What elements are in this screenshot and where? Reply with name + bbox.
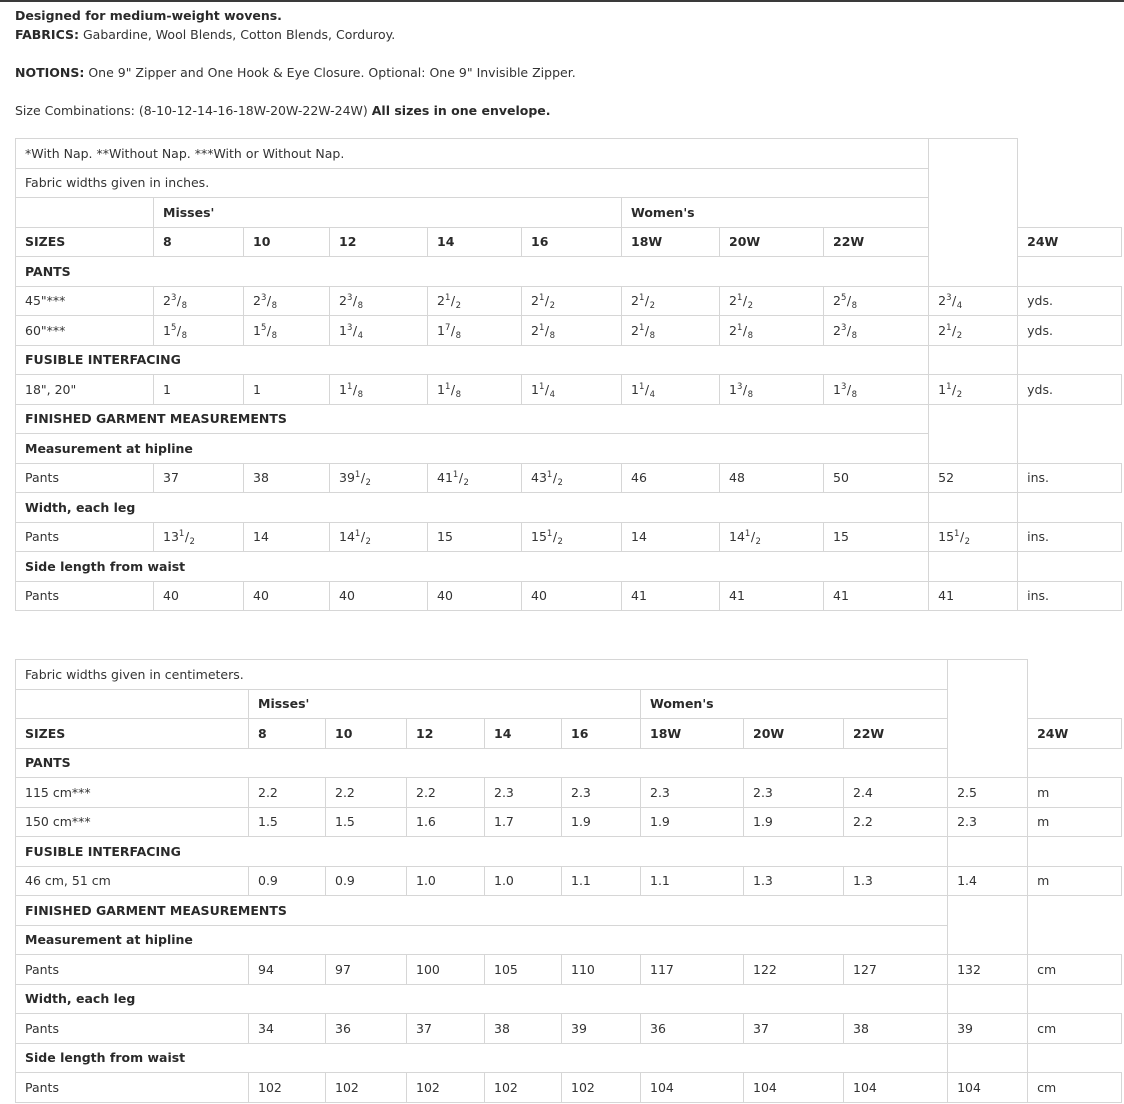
- unit-cell: cm: [1028, 1014, 1122, 1044]
- value-cell: 36: [326, 1014, 407, 1044]
- value-cell: 1.4: [948, 866, 1028, 896]
- value-cell: $2^1/_2$: [929, 316, 1018, 346]
- value-cell: 34: [249, 1014, 326, 1044]
- value-cell: 97: [326, 955, 407, 985]
- value-cell: $1^7/_8$: [428, 316, 522, 346]
- section-head-row: [16, 493, 1122, 523]
- section-head: Width, each leg: [16, 984, 948, 1014]
- section-head: PANTS: [16, 748, 948, 778]
- group-womens: Women's: [622, 198, 1018, 228]
- value-cell: $1^5/_8$: [154, 316, 244, 346]
- value-cell: 38: [244, 463, 330, 493]
- value-cell: $2^1/_2$: [428, 286, 522, 316]
- widths-note-row: [16, 660, 1122, 690]
- value-cell: 41: [720, 581, 824, 611]
- value-cell: $2^3/_8$: [154, 286, 244, 316]
- section-head: FINISHED GARMENT MEASUREMENTS: [16, 404, 929, 434]
- value-cell: $1^5/_8$: [244, 316, 330, 346]
- section-head: FINISHED GARMENT MEASUREMENTS: [16, 896, 948, 926]
- unit-cell: yds.: [1018, 316, 1122, 346]
- value-cell: 37: [407, 1014, 485, 1044]
- value-cell: $1^1/_8$: [428, 375, 522, 405]
- value-cell: 40: [428, 581, 522, 611]
- section-head-row: [16, 984, 1122, 1014]
- value-cell: $15^1/_2$: [522, 522, 622, 552]
- value-cell: $2^3/_8$: [824, 316, 929, 346]
- value-cell: $2^1/_8$: [622, 316, 720, 346]
- value-cell: $1^1/_2$: [929, 375, 1018, 405]
- yardage-table-inches: [15, 138, 1122, 611]
- widths-note: Fabric widths given in inches.: [16, 168, 929, 198]
- unit-cell: yds.: [1018, 375, 1122, 405]
- value-cell: 104: [844, 1073, 948, 1103]
- unit-column-blank: [929, 552, 1018, 582]
- size-24w: 24W: [1018, 227, 1122, 257]
- row-label: Pants: [16, 463, 154, 493]
- unit-cell: ins.: [1018, 522, 1122, 552]
- value-cell: 104: [641, 1073, 744, 1103]
- section-head-row: [16, 345, 1122, 375]
- value-cell: 104: [744, 1073, 844, 1103]
- section-head: Side length from waist: [16, 552, 929, 582]
- value-cell: $1^3/_4$: [330, 316, 428, 346]
- unit-column-blank: [948, 1043, 1028, 1073]
- value-cell: 102: [407, 1073, 485, 1103]
- value-cell: 2.2: [249, 778, 326, 808]
- value-cell: 38: [844, 1014, 948, 1044]
- unit-column-blank: [948, 837, 1028, 867]
- value-cell: 39: [948, 1014, 1028, 1044]
- value-cell: 40: [522, 581, 622, 611]
- value-cell: 132: [948, 955, 1028, 985]
- data-row: [16, 807, 1122, 837]
- value-cell: $1^3/_8$: [824, 375, 929, 405]
- row-label: Pants: [16, 955, 249, 985]
- section-head-row: [16, 552, 1122, 582]
- value-cell: 117: [641, 955, 744, 985]
- value-cell: 1.7: [485, 807, 562, 837]
- unit-cell: cm: [1028, 1073, 1122, 1103]
- value-cell: 46: [622, 463, 720, 493]
- data-row: [16, 778, 1122, 808]
- note: *With Nap. **Without Nap. ***With or Without Nap.: [16, 139, 929, 169]
- value-cell: 40: [330, 581, 428, 611]
- intro-notions: NOTIONS: One 9" Zipper and One Hook & Eye Closure. Optional: One 9" Invisible Zipper.: [15, 65, 576, 80]
- value-cell: $2^1/_2$: [720, 286, 824, 316]
- size-8: 8: [249, 719, 326, 749]
- value-cell: 122: [744, 955, 844, 985]
- data-row: [16, 375, 1122, 405]
- value-cell: $2^5/_8$: [824, 286, 929, 316]
- data-row: [16, 866, 1122, 896]
- data-row: [16, 955, 1122, 985]
- value-cell: 2.3: [641, 778, 744, 808]
- row-label: 45"***: [16, 286, 154, 316]
- value-cell: $2^3/_8$: [244, 286, 330, 316]
- row-label: Pants: [16, 522, 154, 552]
- value-cell: 2.3: [562, 778, 641, 808]
- size-12: 12: [330, 227, 428, 257]
- yardage-table-metric: [15, 659, 1122, 1103]
- intro-block: [15, 6, 1115, 120]
- value-cell: 2.2: [844, 807, 948, 837]
- value-cell: 1.6: [407, 807, 485, 837]
- value-cell: 40: [244, 581, 330, 611]
- value-cell: $1^1/_8$: [330, 375, 428, 405]
- value-cell: 102: [326, 1073, 407, 1103]
- row-label: Pants: [16, 1073, 249, 1103]
- value-cell: 1.1: [562, 866, 641, 896]
- group-spacer: [16, 689, 249, 719]
- size-18w: 18W: [641, 719, 744, 749]
- value-cell: 1: [244, 375, 330, 405]
- value-cell: 41: [622, 581, 720, 611]
- value-cell: 1.5: [326, 807, 407, 837]
- unit-cell: cm: [1028, 955, 1122, 985]
- section-head: Width, each leg: [16, 493, 929, 523]
- row-label: 60"***: [16, 316, 154, 346]
- value-cell: 2.2: [407, 778, 485, 808]
- unit-column-blank: [929, 404, 1018, 463]
- value-cell: 15: [824, 522, 929, 552]
- data-row: [16, 1073, 1122, 1103]
- value-cell: 100: [407, 955, 485, 985]
- value-cell: 94: [249, 955, 326, 985]
- sizes-label: SIZES: [16, 227, 154, 257]
- value-cell: $14^1/_2$: [330, 522, 428, 552]
- data-row: [16, 316, 1122, 346]
- unit-column-blank: [929, 345, 1018, 375]
- section-head-row: [16, 837, 1122, 867]
- section-head-row: [16, 896, 1122, 926]
- value-cell: $2^1/_2$: [622, 286, 720, 316]
- size-14: 14: [485, 719, 562, 749]
- value-cell: 1.1: [641, 866, 744, 896]
- group-misses: Misses': [154, 198, 622, 228]
- row-label: 46 cm, 51 cm: [16, 866, 249, 896]
- value-cell: 0.9: [326, 866, 407, 896]
- value-cell: $43^1/_2$: [522, 463, 622, 493]
- value-cell: $1^1/_4$: [622, 375, 720, 405]
- size-10: 10: [326, 719, 407, 749]
- value-cell: 0.9: [249, 866, 326, 896]
- value-cell: $2^1/_2$: [522, 286, 622, 316]
- value-cell: 1.9: [641, 807, 744, 837]
- unit-column-blank: [948, 896, 1028, 955]
- unit-column-blank: [948, 660, 1028, 778]
- value-cell: 104: [948, 1073, 1028, 1103]
- value-cell: $1^3/_8$: [720, 375, 824, 405]
- value-cell: 2.2: [326, 778, 407, 808]
- section-head: Measurement at hipline: [16, 434, 929, 464]
- value-cell: 14: [244, 522, 330, 552]
- section-head: Side length from waist: [16, 1043, 948, 1073]
- value-cell: $2^1/_8$: [522, 316, 622, 346]
- data-row: [16, 463, 1122, 493]
- unit-cell: ins.: [1018, 463, 1122, 493]
- size-18w: 18W: [622, 227, 720, 257]
- size-16: 16: [562, 719, 641, 749]
- size-22w: 22W: [824, 227, 929, 257]
- value-cell: 2.4: [844, 778, 948, 808]
- value-cell: 38: [485, 1014, 562, 1044]
- group-spacer: [16, 198, 154, 228]
- value-cell: $1^1/_4$: [522, 375, 622, 405]
- value-cell: 15: [428, 522, 522, 552]
- size-20w: 20W: [720, 227, 824, 257]
- value-cell: 52: [929, 463, 1018, 493]
- data-row: [16, 286, 1122, 316]
- value-cell: 102: [249, 1073, 326, 1103]
- size-group-row: [16, 198, 1122, 228]
- unit-cell: m: [1028, 866, 1122, 896]
- size-10: 10: [244, 227, 330, 257]
- intro-size-combinations: Size Combinations: (8-10-12-14-16-18W-20W-22W-24W) All sizes in one envelope.: [15, 103, 551, 118]
- size-group-row: [16, 689, 1122, 719]
- value-cell: 14: [622, 522, 720, 552]
- value-cell: 2.3: [485, 778, 562, 808]
- value-cell: $2^1/_8$: [720, 316, 824, 346]
- unit-cell: yds.: [1018, 286, 1122, 316]
- data-row: [16, 581, 1122, 611]
- value-cell: 127: [844, 955, 948, 985]
- value-cell: $15^1/_2$: [929, 522, 1018, 552]
- section-head: Measurement at hipline: [16, 925, 948, 955]
- unit-column-blank: [929, 493, 1018, 523]
- value-cell: 2.5: [948, 778, 1028, 808]
- section-head-row: [16, 1043, 1122, 1073]
- data-row: [16, 522, 1122, 552]
- intro-fabric-weight: Designed for medium-weight wovens.: [15, 8, 282, 23]
- row-label: Pants: [16, 1014, 249, 1044]
- size-8: 8: [154, 227, 244, 257]
- size-24w: 24W: [1028, 719, 1122, 749]
- sizes-label: SIZES: [16, 719, 249, 749]
- section-head: FUSIBLE INTERFACING: [16, 837, 948, 867]
- group-misses: Misses': [249, 689, 641, 719]
- row-label: Pants: [16, 581, 154, 611]
- unit-cell: m: [1028, 807, 1122, 837]
- value-cell: 41: [824, 581, 929, 611]
- value-cell: 105: [485, 955, 562, 985]
- data-row: [16, 1014, 1122, 1044]
- value-cell: 48: [720, 463, 824, 493]
- value-cell: 1.0: [407, 866, 485, 896]
- top-rule: [0, 0, 1124, 2]
- value-cell: 2.3: [948, 807, 1028, 837]
- note-row: [16, 139, 1122, 169]
- value-cell: 1.5: [249, 807, 326, 837]
- value-cell: $13^1/_2$: [154, 522, 244, 552]
- unit-cell: ins.: [1018, 581, 1122, 611]
- size-12: 12: [407, 719, 485, 749]
- value-cell: 2.3: [744, 778, 844, 808]
- value-cell: $41^1/_2$: [428, 463, 522, 493]
- section-head-row: [16, 404, 1122, 434]
- value-cell: $14^1/_2$: [720, 522, 824, 552]
- value-cell: 110: [562, 955, 641, 985]
- value-cell: $39^1/_2$: [330, 463, 428, 493]
- size-22w: 22W: [844, 719, 948, 749]
- value-cell: 41: [929, 581, 1018, 611]
- group-womens: Women's: [641, 689, 1028, 719]
- row-label: 115 cm***: [16, 778, 249, 808]
- row-label: 18", 20": [16, 375, 154, 405]
- section-head: PANTS: [16, 257, 929, 287]
- value-cell: 36: [641, 1014, 744, 1044]
- size-16: 16: [522, 227, 622, 257]
- section-head: FUSIBLE INTERFACING: [16, 345, 929, 375]
- value-cell: 1.3: [744, 866, 844, 896]
- value-cell: $2^3/_4$: [929, 286, 1018, 316]
- value-cell: 102: [562, 1073, 641, 1103]
- value-cell: 50: [824, 463, 929, 493]
- size-20w: 20W: [744, 719, 844, 749]
- row-label: 150 cm***: [16, 807, 249, 837]
- value-cell: 1.0: [485, 866, 562, 896]
- value-cell: 40: [154, 581, 244, 611]
- size-14: 14: [428, 227, 522, 257]
- value-cell: 1.3: [844, 866, 948, 896]
- value-cell: 1.9: [744, 807, 844, 837]
- value-cell: 1: [154, 375, 244, 405]
- intro-fabrics: FABRICS: Gabardine, Wool Blends, Cotton Blends, Corduroy.: [15, 27, 396, 42]
- value-cell: $2^3/_8$: [330, 286, 428, 316]
- value-cell: 1.9: [562, 807, 641, 837]
- value-cell: 39: [562, 1014, 641, 1044]
- value-cell: 37: [744, 1014, 844, 1044]
- unit-cell: m: [1028, 778, 1122, 808]
- value-cell: 37: [154, 463, 244, 493]
- value-cell: 102: [485, 1073, 562, 1103]
- unit-column-blank: [948, 984, 1028, 1014]
- widths-note: Fabric widths given in centimeters.: [16, 660, 948, 690]
